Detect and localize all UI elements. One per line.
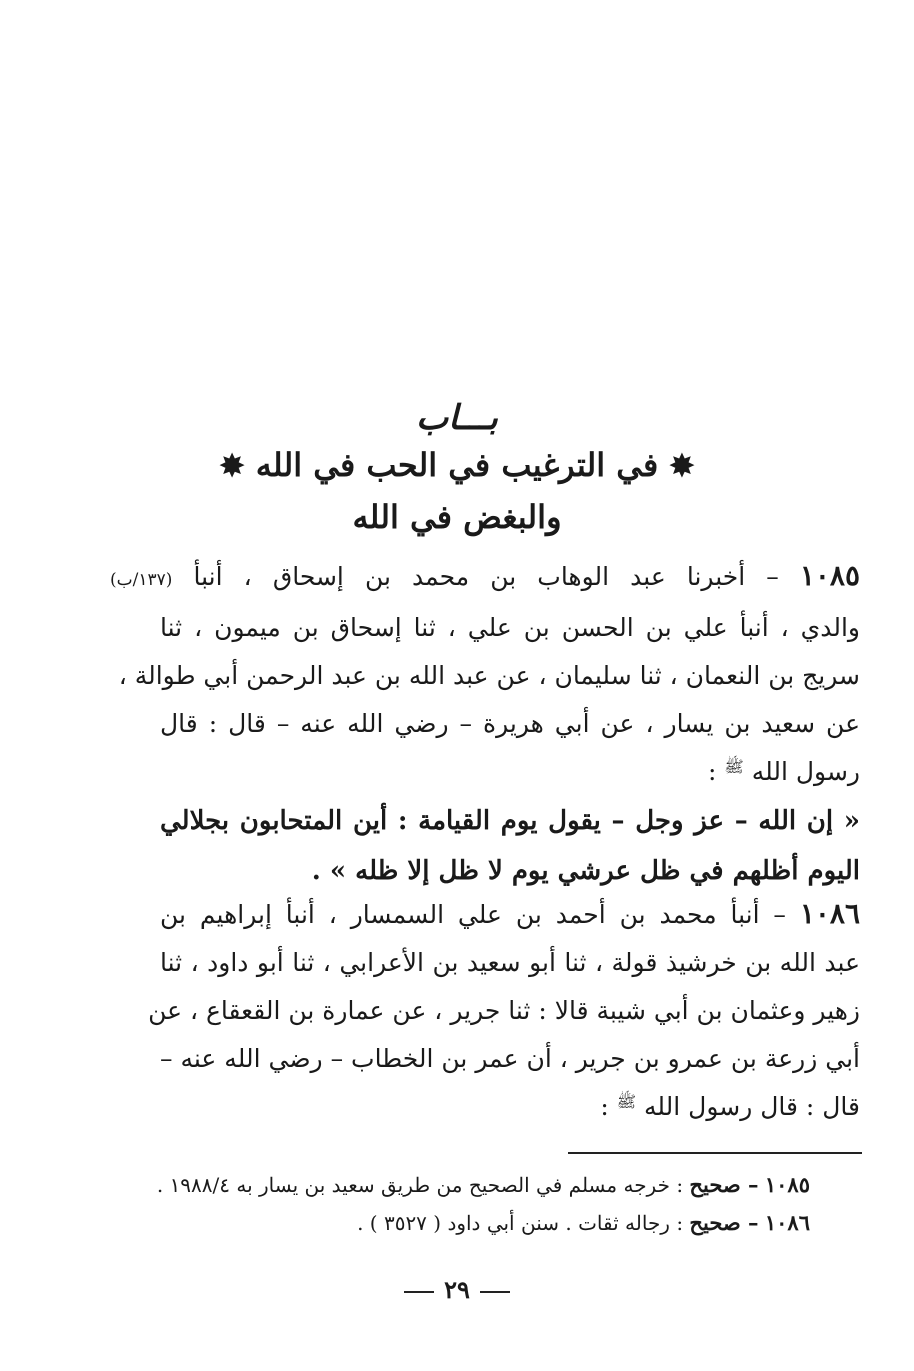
hadith-1085-isnad [110,552,860,799]
footnote-grade: – صحيح [689,1210,759,1235]
text-line [160,1083,860,1134]
dash-ornament [480,1291,510,1293]
text-line: والدي ، أنبأ علي بن الحسن بن علي ، ثنا إسحاق بن ميمون ، ثنا [160,613,860,642]
text-line: زهير وعثمان بن أبي شيبة قالا : ثنا جرير ، عن عمارة بن القعقاع ، عن [148,996,860,1025]
footnote-grade: – صحيح [689,1172,759,1197]
salawat-glyph: ﷺ [724,757,744,776]
chapter-title-line1 [0,446,914,484]
text-line [110,748,860,799]
chapter-title-text1: في الترغيب في الحب في الله [255,446,659,484]
footnote-number: ١٠٨٥ [764,1172,810,1197]
matn-line: « إن الله – عز وجل – يقول يوم القيامة : أين المتحابون بجلالي [160,806,860,836]
salawat-glyph: ﷺ [616,1092,637,1111]
text-line [110,552,860,604]
text-line: سريج بن النعمان ، ثنا سليمان ، عن عبد الله بن عبد الرحمن أبي طوالة ، [118,661,860,690]
text-span: : [708,757,717,786]
text-span: قال : قال رسول الله [643,1092,860,1121]
text-span: – أخبرنا عبد الوهاب بن محمد بن إسحاق ، أنبأ [193,562,779,591]
page-number-text: ٢٩ [444,1275,470,1304]
footnote-text: : رجاله ثقات . سنن أبي داود ( ٣٥٢٧ ) . [357,1211,684,1235]
text-line: عن سعيد بن يسار ، عن أبي هريرة – رضي الله عنه – قال : قال [160,709,860,738]
text-span: رسول الله [751,757,860,786]
footnote-number: ١٠٨٦ [764,1210,810,1235]
manuscript-ref: (١٣٧/ب) [110,570,173,590]
footnote-1085 [110,1166,810,1204]
text-span: – أنبأ محمد بن أحمد بن علي السمسار ، أنبأ إبراهيم بن [160,900,786,929]
text-line: عبد الله بن خرشيذ قولة ، ثنا أبو سعيد بن الأعرابي ، ثنا أبو داود ، ثنا [160,948,860,977]
footnote-divider [568,1152,862,1154]
star-ornament-icon: ✸ [669,449,695,484]
hadith-number: ١٠٨٦ [799,897,860,930]
matn-line: اليوم أظلهم في ظل عرشي يوم لا ظل إلا ظله » . [311,856,860,886]
star-ornament-icon: ✸ [219,449,245,484]
text-line: أبي زرعة بن عمرو بن جرير ، أن عمر بن الخطاب – رضي الله عنه – [160,1044,860,1073]
text-line [160,890,860,939]
footnote-text: : خرجه مسلم في الصحيح من طريق سعيد بن يسار به ١٩٨٨/٤ . [156,1173,684,1197]
page-number [0,1275,914,1304]
hadith-1085-matn [160,796,860,896]
chapter-label: بـــاب [416,398,498,438]
hadith-1086-isnad [148,890,860,1134]
footnote-1086 [110,1204,810,1242]
hadith-number: ١٠٨٥ [799,559,860,592]
chapter-title-line2: والبغض في الله [352,498,562,536]
text-span: : [600,1092,609,1121]
dash-ornament [404,1291,434,1293]
